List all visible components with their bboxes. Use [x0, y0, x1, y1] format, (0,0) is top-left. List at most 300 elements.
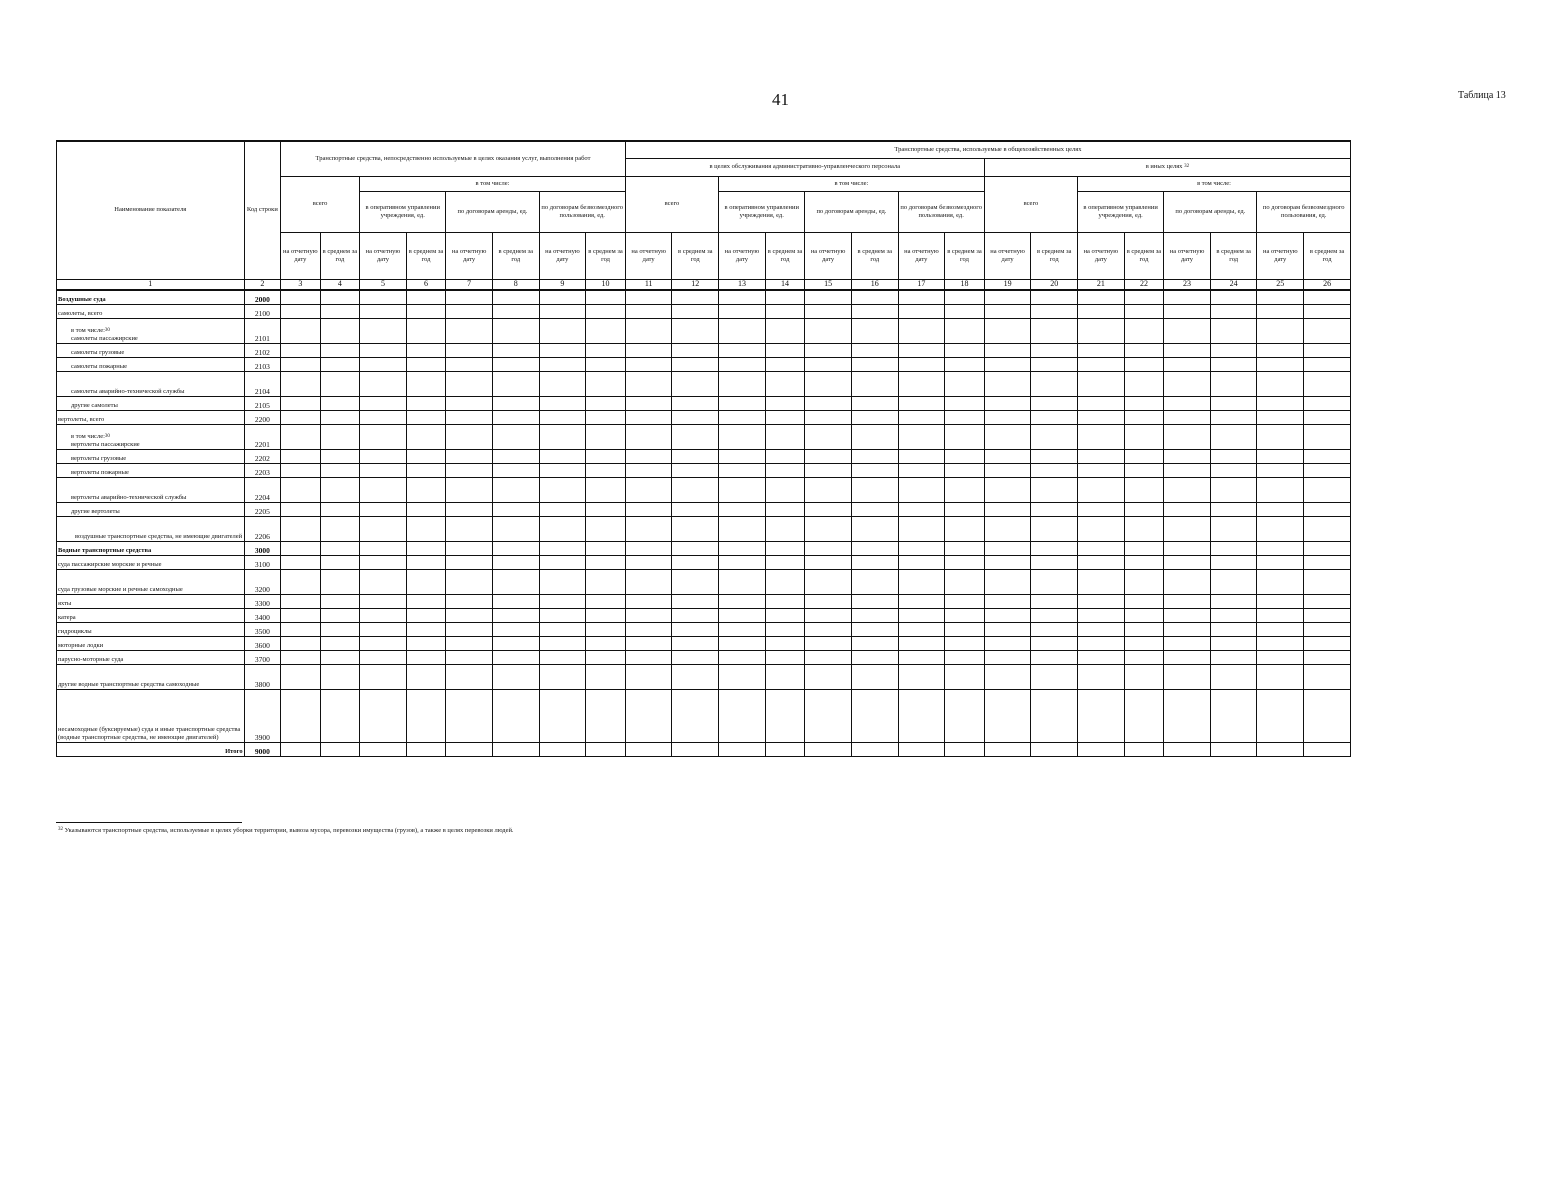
- value-cell[interactable]: [406, 569, 446, 594]
- value-cell[interactable]: [625, 541, 672, 555]
- value-cell[interactable]: [492, 357, 539, 371]
- value-cell[interactable]: [446, 477, 493, 502]
- value-cell[interactable]: [672, 502, 719, 516]
- value-cell[interactable]: [1257, 477, 1304, 502]
- value-cell[interactable]: [1031, 304, 1078, 318]
- value-cell[interactable]: [898, 622, 945, 636]
- value-cell[interactable]: [625, 304, 672, 318]
- value-cell[interactable]: [765, 636, 805, 650]
- value-cell[interactable]: [406, 555, 446, 569]
- value-cell[interactable]: [446, 410, 493, 424]
- value-cell[interactable]: [446, 608, 493, 622]
- value-cell[interactable]: [539, 449, 586, 463]
- value-cell[interactable]: [446, 541, 493, 555]
- value-cell[interactable]: [320, 650, 360, 664]
- value-cell[interactable]: [719, 555, 766, 569]
- value-cell[interactable]: [1257, 664, 1304, 689]
- value-cell[interactable]: [360, 424, 407, 449]
- value-cell[interactable]: [984, 569, 1031, 594]
- value-cell[interactable]: [406, 516, 446, 541]
- value-cell[interactable]: [406, 742, 446, 756]
- value-cell[interactable]: [719, 541, 766, 555]
- value-cell[interactable]: [539, 569, 586, 594]
- value-cell[interactable]: [945, 664, 985, 689]
- value-cell[interactable]: [805, 636, 852, 650]
- value-cell[interactable]: [719, 742, 766, 756]
- value-cell[interactable]: [446, 357, 493, 371]
- value-cell[interactable]: [586, 516, 626, 541]
- value-cell[interactable]: [672, 463, 719, 477]
- value-cell[interactable]: [898, 516, 945, 541]
- value-cell[interactable]: [492, 569, 539, 594]
- value-cell[interactable]: [1031, 318, 1078, 343]
- value-cell[interactable]: [1078, 290, 1125, 305]
- value-cell[interactable]: [446, 343, 493, 357]
- value-cell[interactable]: [446, 650, 493, 664]
- value-cell[interactable]: [1257, 343, 1304, 357]
- value-cell[interactable]: [1078, 424, 1125, 449]
- value-cell[interactable]: [765, 318, 805, 343]
- value-cell[interactable]: [446, 449, 493, 463]
- value-cell[interactable]: [1164, 664, 1211, 689]
- value-cell[interactable]: [1164, 449, 1211, 463]
- value-cell[interactable]: [625, 664, 672, 689]
- value-cell[interactable]: [1124, 569, 1164, 594]
- value-cell[interactable]: [1210, 449, 1257, 463]
- value-cell[interactable]: [984, 650, 1031, 664]
- value-cell[interactable]: [320, 636, 360, 650]
- value-cell[interactable]: [406, 622, 446, 636]
- value-cell[interactable]: [765, 608, 805, 622]
- value-cell[interactable]: [765, 304, 805, 318]
- value-cell[interactable]: [320, 477, 360, 502]
- value-cell[interactable]: [406, 689, 446, 742]
- value-cell[interactable]: [1078, 343, 1125, 357]
- value-cell[interactable]: [984, 290, 1031, 305]
- value-cell[interactable]: [1257, 569, 1304, 594]
- value-cell[interactable]: [1124, 516, 1164, 541]
- value-cell[interactable]: [765, 410, 805, 424]
- value-cell[interactable]: [446, 594, 493, 608]
- value-cell[interactable]: [281, 304, 321, 318]
- value-cell[interactable]: [1304, 371, 1351, 396]
- value-cell[interactable]: [1164, 424, 1211, 449]
- value-cell[interactable]: [1304, 343, 1351, 357]
- value-cell[interactable]: [1210, 622, 1257, 636]
- value-cell[interactable]: [945, 636, 985, 650]
- value-cell[interactable]: [360, 410, 407, 424]
- value-cell[interactable]: [1304, 410, 1351, 424]
- value-cell[interactable]: [1078, 636, 1125, 650]
- value-cell[interactable]: [625, 357, 672, 371]
- value-cell[interactable]: [805, 689, 852, 742]
- value-cell[interactable]: [1164, 594, 1211, 608]
- value-cell[interactable]: [984, 318, 1031, 343]
- value-cell[interactable]: [625, 396, 672, 410]
- value-cell[interactable]: [281, 608, 321, 622]
- value-cell[interactable]: [672, 569, 719, 594]
- value-cell[interactable]: [719, 304, 766, 318]
- value-cell[interactable]: [360, 502, 407, 516]
- value-cell[interactable]: [1124, 318, 1164, 343]
- value-cell[interactable]: [586, 304, 626, 318]
- value-cell[interactable]: [1304, 569, 1351, 594]
- value-cell[interactable]: [1124, 304, 1164, 318]
- value-cell[interactable]: [719, 650, 766, 664]
- value-cell[interactable]: [360, 343, 407, 357]
- value-cell[interactable]: [1164, 477, 1211, 502]
- value-cell[interactable]: [281, 343, 321, 357]
- value-cell[interactable]: [945, 622, 985, 636]
- value-cell[interactable]: [851, 622, 898, 636]
- value-cell[interactable]: [1257, 410, 1304, 424]
- value-cell[interactable]: [320, 318, 360, 343]
- value-cell[interactable]: [492, 477, 539, 502]
- value-cell[interactable]: [898, 636, 945, 650]
- value-cell[interactable]: [625, 622, 672, 636]
- value-cell[interactable]: [1257, 650, 1304, 664]
- value-cell[interactable]: [492, 343, 539, 357]
- value-cell[interactable]: [492, 608, 539, 622]
- value-cell[interactable]: [1031, 650, 1078, 664]
- value-cell[interactable]: [281, 318, 321, 343]
- value-cell[interactable]: [539, 424, 586, 449]
- value-cell[interactable]: [851, 516, 898, 541]
- value-cell[interactable]: [898, 555, 945, 569]
- value-cell[interactable]: [898, 594, 945, 608]
- value-cell[interactable]: [539, 371, 586, 396]
- value-cell[interactable]: [360, 290, 407, 305]
- value-cell[interactable]: [320, 357, 360, 371]
- value-cell[interactable]: [625, 463, 672, 477]
- value-cell[interactable]: [625, 569, 672, 594]
- value-cell[interactable]: [945, 318, 985, 343]
- value-cell[interactable]: [586, 650, 626, 664]
- value-cell[interactable]: [1210, 742, 1257, 756]
- value-cell[interactable]: [360, 608, 407, 622]
- value-cell[interactable]: [586, 449, 626, 463]
- value-cell[interactable]: [1257, 608, 1304, 622]
- value-cell[interactable]: [765, 343, 805, 357]
- value-cell[interactable]: [898, 396, 945, 410]
- value-cell[interactable]: [805, 357, 852, 371]
- value-cell[interactable]: [625, 410, 672, 424]
- value-cell[interactable]: [1124, 343, 1164, 357]
- value-cell[interactable]: [360, 555, 407, 569]
- value-cell[interactable]: [1257, 622, 1304, 636]
- value-cell[interactable]: [360, 664, 407, 689]
- value-cell[interactable]: [1164, 410, 1211, 424]
- value-cell[interactable]: [851, 463, 898, 477]
- value-cell[interactable]: [1078, 555, 1125, 569]
- value-cell[interactable]: [984, 555, 1031, 569]
- value-cell[interactable]: [281, 594, 321, 608]
- value-cell[interactable]: [1124, 541, 1164, 555]
- value-cell[interactable]: [320, 608, 360, 622]
- value-cell[interactable]: [1257, 636, 1304, 650]
- value-cell[interactable]: [1257, 371, 1304, 396]
- value-cell[interactable]: [360, 371, 407, 396]
- value-cell[interactable]: [1257, 742, 1304, 756]
- value-cell[interactable]: [1078, 608, 1125, 622]
- value-cell[interactable]: [1257, 502, 1304, 516]
- value-cell[interactable]: [586, 608, 626, 622]
- value-cell[interactable]: [360, 594, 407, 608]
- value-cell[interactable]: [320, 410, 360, 424]
- value-cell[interactable]: [1210, 410, 1257, 424]
- value-cell[interactable]: [360, 742, 407, 756]
- value-cell[interactable]: [719, 343, 766, 357]
- value-cell[interactable]: [281, 396, 321, 410]
- value-cell[interactable]: [539, 608, 586, 622]
- value-cell[interactable]: [719, 516, 766, 541]
- value-cell[interactable]: [1031, 555, 1078, 569]
- value-cell[interactable]: [945, 608, 985, 622]
- value-cell[interactable]: [406, 477, 446, 502]
- value-cell[interactable]: [625, 650, 672, 664]
- value-cell[interactable]: [1304, 608, 1351, 622]
- value-cell[interactable]: [672, 357, 719, 371]
- value-cell[interactable]: [1124, 463, 1164, 477]
- value-cell[interactable]: [360, 569, 407, 594]
- value-cell[interactable]: [1124, 650, 1164, 664]
- value-cell[interactable]: [586, 569, 626, 594]
- value-cell[interactable]: [672, 449, 719, 463]
- value-cell[interactable]: [984, 477, 1031, 502]
- value-cell[interactable]: [1124, 371, 1164, 396]
- value-cell[interactable]: [586, 343, 626, 357]
- value-cell[interactable]: [672, 424, 719, 449]
- value-cell[interactable]: [1304, 516, 1351, 541]
- value-cell[interactable]: [898, 689, 945, 742]
- value-cell[interactable]: [719, 318, 766, 343]
- value-cell[interactable]: [1078, 410, 1125, 424]
- value-cell[interactable]: [765, 541, 805, 555]
- value-cell[interactable]: [805, 516, 852, 541]
- value-cell[interactable]: [406, 371, 446, 396]
- value-cell[interactable]: [672, 343, 719, 357]
- value-cell[interactable]: [984, 463, 1031, 477]
- value-cell[interactable]: [1304, 541, 1351, 555]
- value-cell[interactable]: [320, 424, 360, 449]
- value-cell[interactable]: [1164, 622, 1211, 636]
- value-cell[interactable]: [586, 371, 626, 396]
- value-cell[interactable]: [1031, 463, 1078, 477]
- value-cell[interactable]: [446, 516, 493, 541]
- value-cell[interactable]: [984, 742, 1031, 756]
- value-cell[interactable]: [281, 636, 321, 650]
- value-cell[interactable]: [898, 608, 945, 622]
- value-cell[interactable]: [851, 304, 898, 318]
- value-cell[interactable]: [492, 555, 539, 569]
- value-cell[interactable]: [1031, 622, 1078, 636]
- value-cell[interactable]: [1257, 689, 1304, 742]
- value-cell[interactable]: [1031, 290, 1078, 305]
- value-cell[interactable]: [898, 664, 945, 689]
- value-cell[interactable]: [406, 449, 446, 463]
- value-cell[interactable]: [625, 449, 672, 463]
- value-cell[interactable]: [406, 318, 446, 343]
- value-cell[interactable]: [1031, 594, 1078, 608]
- value-cell[interactable]: [805, 371, 852, 396]
- value-cell[interactable]: [851, 449, 898, 463]
- value-cell[interactable]: [539, 742, 586, 756]
- value-cell[interactable]: [281, 689, 321, 742]
- value-cell[interactable]: [446, 569, 493, 594]
- value-cell[interactable]: [1031, 449, 1078, 463]
- value-cell[interactable]: [360, 689, 407, 742]
- value-cell[interactable]: [945, 371, 985, 396]
- value-cell[interactable]: [446, 502, 493, 516]
- value-cell[interactable]: [945, 357, 985, 371]
- value-cell[interactable]: [945, 555, 985, 569]
- value-cell[interactable]: [406, 396, 446, 410]
- value-cell[interactable]: [984, 449, 1031, 463]
- value-cell[interactable]: [625, 290, 672, 305]
- value-cell[interactable]: [1304, 424, 1351, 449]
- value-cell[interactable]: [1210, 689, 1257, 742]
- value-cell[interactable]: [1078, 742, 1125, 756]
- value-cell[interactable]: [1078, 569, 1125, 594]
- value-cell[interactable]: [1210, 569, 1257, 594]
- value-cell[interactable]: [805, 477, 852, 502]
- value-cell[interactable]: [898, 477, 945, 502]
- value-cell[interactable]: [1124, 290, 1164, 305]
- value-cell[interactable]: [719, 290, 766, 305]
- value-cell[interactable]: [851, 318, 898, 343]
- value-cell[interactable]: [719, 371, 766, 396]
- value-cell[interactable]: [719, 502, 766, 516]
- value-cell[interactable]: [945, 449, 985, 463]
- value-cell[interactable]: [320, 742, 360, 756]
- value-cell[interactable]: [765, 477, 805, 502]
- value-cell[interactable]: [851, 371, 898, 396]
- value-cell[interactable]: [406, 594, 446, 608]
- value-cell[interactable]: [851, 555, 898, 569]
- value-cell[interactable]: [672, 318, 719, 343]
- value-cell[interactable]: [586, 636, 626, 650]
- value-cell[interactable]: [1031, 357, 1078, 371]
- value-cell[interactable]: [672, 516, 719, 541]
- value-cell[interactable]: [945, 594, 985, 608]
- value-cell[interactable]: [1210, 516, 1257, 541]
- value-cell[interactable]: [1257, 541, 1304, 555]
- value-cell[interactable]: [1304, 396, 1351, 410]
- value-cell[interactable]: [539, 650, 586, 664]
- value-cell[interactable]: [539, 502, 586, 516]
- value-cell[interactable]: [898, 650, 945, 664]
- value-cell[interactable]: [492, 410, 539, 424]
- value-cell[interactable]: [586, 555, 626, 569]
- value-cell[interactable]: [492, 689, 539, 742]
- value-cell[interactable]: [406, 502, 446, 516]
- value-cell[interactable]: [851, 650, 898, 664]
- value-cell[interactable]: [1124, 357, 1164, 371]
- value-cell[interactable]: [1304, 555, 1351, 569]
- value-cell[interactable]: [1164, 371, 1211, 396]
- value-cell[interactable]: [898, 304, 945, 318]
- value-cell[interactable]: [586, 664, 626, 689]
- value-cell[interactable]: [851, 689, 898, 742]
- value-cell[interactable]: [805, 541, 852, 555]
- value-cell[interactable]: [320, 689, 360, 742]
- value-cell[interactable]: [281, 357, 321, 371]
- value-cell[interactable]: [446, 742, 493, 756]
- value-cell[interactable]: [492, 396, 539, 410]
- value-cell[interactable]: [805, 664, 852, 689]
- value-cell[interactable]: [1210, 541, 1257, 555]
- value-cell[interactable]: [765, 622, 805, 636]
- value-cell[interactable]: [281, 516, 321, 541]
- value-cell[interactable]: [1078, 449, 1125, 463]
- value-cell[interactable]: [898, 463, 945, 477]
- value-cell[interactable]: [492, 516, 539, 541]
- value-cell[interactable]: [281, 664, 321, 689]
- value-cell[interactable]: [360, 449, 407, 463]
- value-cell[interactable]: [672, 689, 719, 742]
- value-cell[interactable]: [539, 357, 586, 371]
- value-cell[interactable]: [1257, 463, 1304, 477]
- value-cell[interactable]: [1304, 742, 1351, 756]
- value-cell[interactable]: [1078, 541, 1125, 555]
- value-cell[interactable]: [805, 594, 852, 608]
- value-cell[interactable]: [1210, 664, 1257, 689]
- value-cell[interactable]: [320, 516, 360, 541]
- value-cell[interactable]: [320, 304, 360, 318]
- value-cell[interactable]: [539, 594, 586, 608]
- value-cell[interactable]: [984, 622, 1031, 636]
- value-cell[interactable]: [1124, 664, 1164, 689]
- value-cell[interactable]: [1210, 304, 1257, 318]
- value-cell[interactable]: [492, 463, 539, 477]
- value-cell[interactable]: [1164, 608, 1211, 622]
- value-cell[interactable]: [586, 424, 626, 449]
- value-cell[interactable]: [984, 396, 1031, 410]
- value-cell[interactable]: [805, 343, 852, 357]
- value-cell[interactable]: [1257, 318, 1304, 343]
- value-cell[interactable]: [406, 636, 446, 650]
- value-cell[interactable]: [539, 318, 586, 343]
- value-cell[interactable]: [805, 650, 852, 664]
- value-cell[interactable]: [320, 396, 360, 410]
- value-cell[interactable]: [1164, 569, 1211, 594]
- value-cell[interactable]: [805, 449, 852, 463]
- value-cell[interactable]: [719, 636, 766, 650]
- value-cell[interactable]: [406, 608, 446, 622]
- value-cell[interactable]: [765, 689, 805, 742]
- value-cell[interactable]: [1164, 502, 1211, 516]
- value-cell[interactable]: [1210, 463, 1257, 477]
- value-cell[interactable]: [539, 290, 586, 305]
- value-cell[interactable]: [1078, 594, 1125, 608]
- value-cell[interactable]: [984, 343, 1031, 357]
- value-cell[interactable]: [1124, 636, 1164, 650]
- value-cell[interactable]: [1078, 650, 1125, 664]
- value-cell[interactable]: [586, 357, 626, 371]
- value-cell[interactable]: [945, 304, 985, 318]
- value-cell[interactable]: [281, 477, 321, 502]
- value-cell[interactable]: [446, 664, 493, 689]
- value-cell[interactable]: [1078, 396, 1125, 410]
- value-cell[interactable]: [672, 636, 719, 650]
- value-cell[interactable]: [898, 357, 945, 371]
- value-cell[interactable]: [765, 502, 805, 516]
- value-cell[interactable]: [320, 343, 360, 357]
- value-cell[interactable]: [672, 477, 719, 502]
- value-cell[interactable]: [446, 290, 493, 305]
- value-cell[interactable]: [586, 318, 626, 343]
- value-cell[interactable]: [898, 502, 945, 516]
